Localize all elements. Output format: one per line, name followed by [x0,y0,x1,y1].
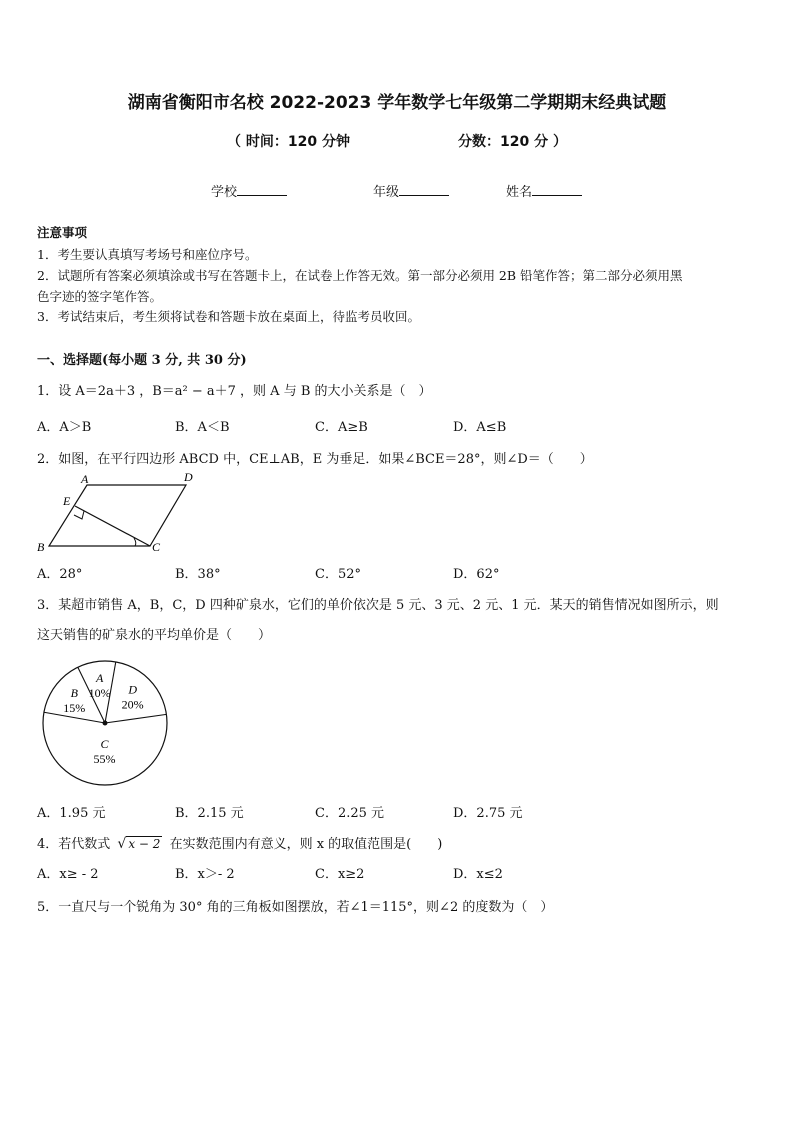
q2-option-c: C．52° [315,567,361,582]
angle-bce-mark [134,538,136,546]
section-heading: 一、选择题(每小题 3 分, 共 30 分) [37,353,247,368]
note-3: 3．考试结束后，考生须将试卷和答题卡放在桌面上，待监考员收回。 [37,309,420,324]
question-2: 2．如图，在平行四边形 ABCD 中，CE⊥AB，E 为垂足．如果∠BCE＝28°，则∠D＝（ ） [37,452,593,467]
question-4 [37,833,442,852]
q4-text-post: 在实数范围内有意义，则 x 的取值范围是( ) [169,837,443,852]
school-label: 学校 [211,185,238,200]
note-1: 1．考生要认真填写考场号和座位序号。 [37,247,258,262]
name-field [506,181,582,200]
sqrt-radicand: x − 2 [128,837,161,851]
label-b: B [37,540,45,554]
notes-heading: 注意事项 [37,225,88,240]
pie-label-b: B [70,685,78,700]
q3-option-c: C．2.25 元 [315,806,385,821]
grade-blank [399,183,449,196]
name-label: 姓名 [506,185,533,200]
label-a: A [81,472,89,486]
label-e: E [63,494,71,508]
note-2: 2．试题所有答案必须填涂或书写在答题卡上，在试卷上作答无效。第一部分必须用 2B 铅笔作答；第二部分必须用黑 [37,268,683,283]
q4-option-b: B．x＞- 2 [175,867,235,882]
q2-option-a: A．28° [37,567,83,582]
q4-text-pre: 4．若代数式 [37,837,111,852]
page-title: 湖南省衡阳市名校 2022-2023 学年数学七年级第二学期期末经典试题 [127,93,667,113]
label-d: D [184,470,193,484]
pie-value-c: 55% [93,751,116,766]
question-3-line2: 这天销售的矿泉水的平均单价是（ ） [37,628,272,643]
right-angle-mark [74,511,84,519]
q4-option-c: C．x≥2 [315,867,365,882]
q1-option-b: B．A＜B [175,420,230,435]
q2-option-b: B．38° [175,567,221,582]
sqrt-expression: √ x − 2 [117,836,161,852]
exam-score: 分数：120 分 ） [458,134,567,150]
grade-field [373,181,449,200]
question-5: 5．一直尺与一个锐角为 30° 角的三角板如图摆放，若∠1＝115°，则∠2 的度数为（ ） [37,900,554,915]
q1-option-a: A．A＞B [37,420,92,435]
question-1: 1．设 A＝2a＋3 ，B＝a² − a＋7 ，则 A 与 B 的大小关系是（ ） [37,384,432,399]
pie-chart [38,656,172,790]
segment-ce [75,506,150,546]
pie-center-dot [103,721,108,726]
pie-label-d: D [128,682,137,697]
name-blank [532,183,582,196]
exam-time: （ 时间：120 分钟 [227,134,350,150]
pie-value-a: 10% [88,685,111,700]
grade-label: 年级 [373,185,400,200]
q3-option-b: B．2.15 元 [175,806,244,821]
pie-value-b: 15% [63,700,86,715]
q4-option-d: D．x≤2 [453,867,503,882]
q1-option-c: C．A≥B [315,420,368,435]
label-c: C [152,540,161,554]
pie-label-c: C [100,736,109,751]
q1-option-d: D．A≤B [453,420,507,435]
school-field [211,181,287,200]
parallelogram-figure [34,468,204,558]
q3-option-a: A．1.95 元 [37,806,106,821]
pie-divider-2 [105,714,166,723]
school-blank [237,183,287,196]
note-2-cont: 色字迹的签字笔作答。 [37,289,163,304]
q4-option-a: A．x≥ - 2 [37,867,99,882]
question-3-line1: 3．某超市销售 A，B，C，D 四种矿泉水，它们的单价依次是 5 元、3 元、2 元、1 元．某天的销售情况如图所示，则 [37,598,719,613]
q3-option-d: D．2.75 元 [453,806,523,821]
pie-label-a: A [95,670,104,685]
pie-value-d: 20% [121,697,144,712]
q2-option-d: D．62° [453,567,500,582]
